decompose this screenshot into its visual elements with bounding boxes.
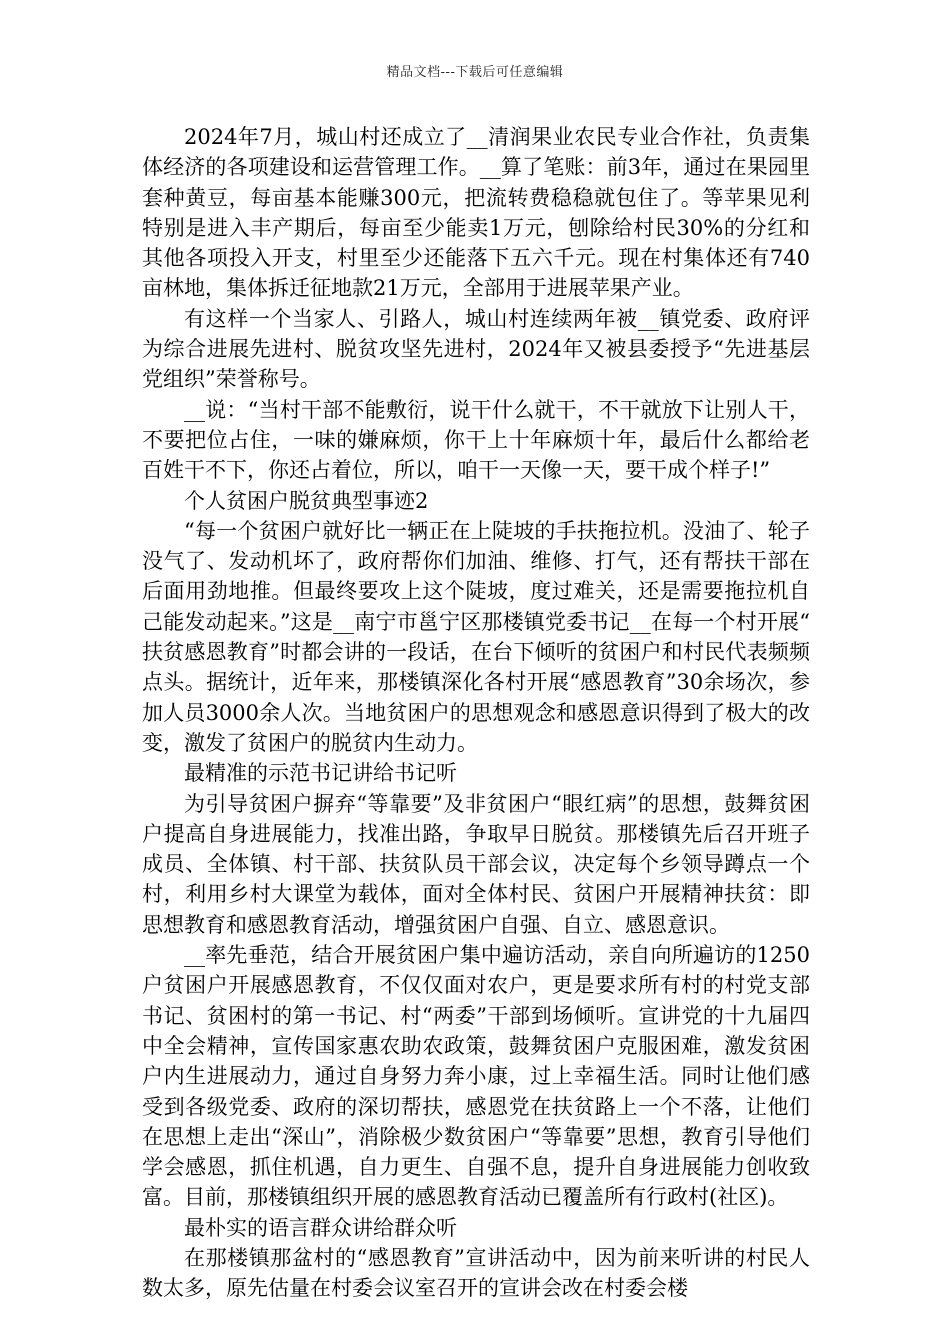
page-header: 精品文档---下载后可任意编辑 <box>386 65 564 80</box>
section-heading: 最朴实的语言群众讲给群众听 <box>184 1215 457 1240</box>
paragraph: “每一个贫困户就好比一辆正在上陡坡的手扶拖拉机。没油了、轮子没气了、发动机坏了，政府帮你们加油、维修、打气，还有帮扶干部在后面用劲地推。但最终要攻上这个陡坡，度过难关，还是需要拖拉机自己能发动起来。”这是__南宁市邕宁区那楼镇党委书记__在每一个村开展“扶贫感恩教育”时都会讲的一段话，在台下倾听的贫困户和村民代表频频点头。据统计，近年来，那楼镇深化各村开展“感恩教育”30余场次，参加人员3000余人次。当地贫困户的思想观念和感恩意识得到了极大的改变，激发了贫困户的脱贫内生动力。 <box>142 518 810 755</box>
paragraph: __率先垂范，结合开展贫困户集中遍访活动，亲自向所遍访的1250户贫困户开展感恩教育，不仅仅面对农户，更是要求所有村的村党支部书记、贫困村的第一书记、村“两委”干部到场倾听。宣讲党的十九届四中全会精神，宣传国家惠农助农政策，鼓舞贫困户克服困难，激发贫困户内生进展动力，通过自身努力奔小康，过上幸福生活。同时让他们感受到各级党委、政府的深切帮扶，感恩党在扶贫路上一个不落，让他们在思想上走出“深山”，消除极少数贫困户“等靠要”思想，教育引导他们学会感恩，抓住机遇，自力更生、自强不息，提升自身进展能力创收致富。目前，那楼镇组织开展的感恩教育活动已覆盖所有行政村(社区)。 <box>142 943 810 1210</box>
paragraph: __说：“当村干部不能敷衍，说干什么就干，不干就放下让别人干，不要把位占住，一味的嫌麻烦，你干上十年麻烦十年，最后什么都给老百姓干不下，你还占着位，所以，咱干一天像一天，要干成个样子!” <box>142 397 810 483</box>
paragraph: 为引导贫困户摒弃“等靠要”及非贫困户“眼红病”的思想，鼓舞贫困户提高自身进展能力，找准出路，争取早日脱贫。那楼镇先后召开班子成员、全体镇、村干部、扶贫队员干部会议，决定每个乡领导蹲点一个村，利用乡村大课堂为载体，面对全体村民、贫困户开展精神扶贫：即思想教育和感恩教育活动，增强贫困户自强、自立、感恩意识。 <box>142 791 810 937</box>
section-heading: 个人贫困户脱贫典型事迹2 <box>184 488 429 513</box>
paragraph: 在那楼镇那盆村的“感恩教育”宣讲活动中，因为前来听讲的村民人数太多，原先估量在村委会议室召开的宣讲会改在村委会楼 <box>142 1245 810 1301</box>
document-body <box>142 122 810 1304</box>
paragraph: 2024年7月，城山村还成立了__清润果业农民专业合作社，负责集体经济的各项建设和运营管理工作。__算了笔账：前3年，通过在果园里套种黄豆，每亩基本能赚300元，把流转费稳稳就包住了。等苹果见利特别是进入丰产期后，每亩至少能卖1万元，刨除给村民30%的分红和其他各项投入开支，村里至少还能落下五六千元。现在村集体还有740亩林地，集体拆迁征地款21万元，全部用于进展苹果产业。 <box>142 125 810 301</box>
paragraph: 有这样一个当家人、引路人，城山村连续两年被__镇党委、政府评为综合进展先进村、脱贫攻坚先进村，2024年又被县委授予“先进基层党组织”荣誉称号。 <box>142 306 810 392</box>
section-heading: 最精准的示范书记讲给书记听 <box>184 761 457 786</box>
